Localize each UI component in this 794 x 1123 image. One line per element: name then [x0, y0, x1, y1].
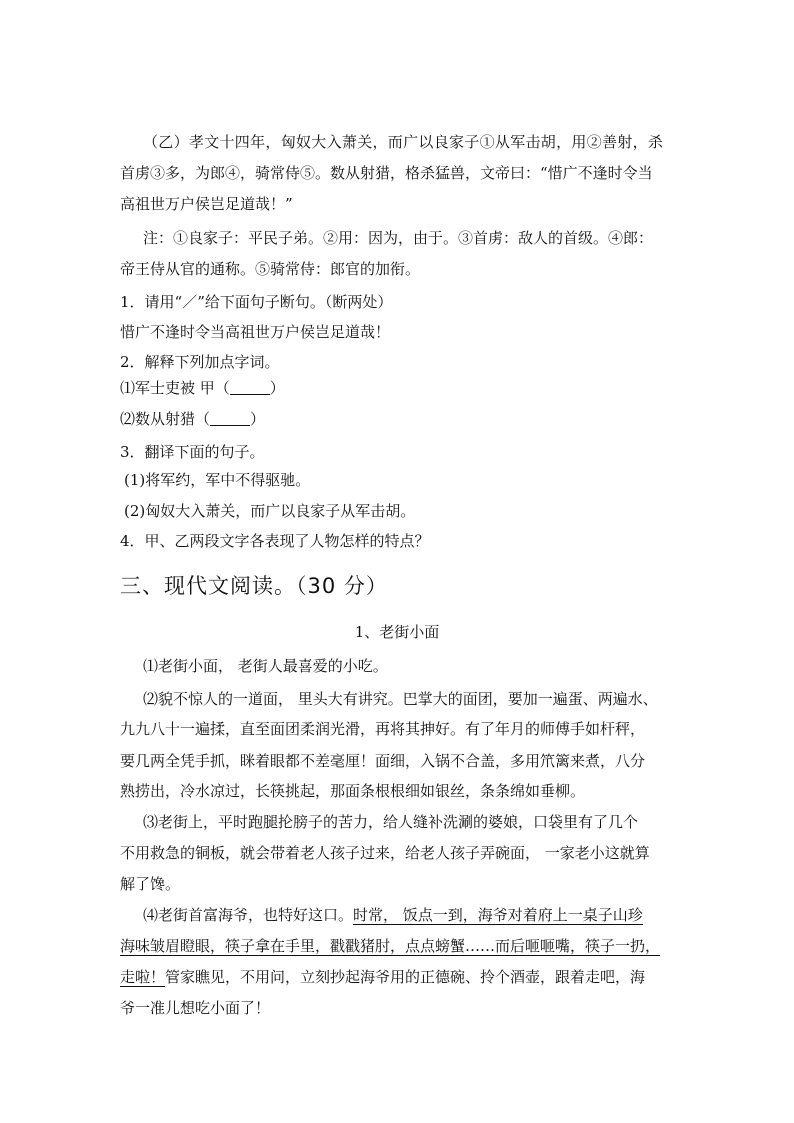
- paragraph-1: ⑴老街小面， 老街人最喜爱的小吃。: [143, 657, 388, 675]
- question-1: 1．请用“／”给下面句子断句。（断两处）: [120, 293, 393, 311]
- paragraph-4-line-3: 走啦！管家瞧见，不用问，立刻抄起海爷用的正德碗、拎个酒壶，跟着走吧，海: [120, 968, 646, 986]
- question-1-sentence: 惜广不逢时令当高祖世万户侯岂足道哉！: [120, 323, 391, 341]
- question-2: 2．解释下列加点字词。: [120, 353, 280, 371]
- underlined-text: 时常， 饭点一到，海爷对着府上一桌子山珍: [353, 906, 643, 924]
- paragraph-4-line-1: ⑷老街首富海爷，也特好这口。时常， 饭点一到，海爷对着府上一桌子山珍: [143, 906, 643, 924]
- paragraph-2-line-3: 要几两全凭手抓，眯着眼都不差毫厘！面细，入锅不合盖，多用笊篱来煮，八分: [120, 752, 646, 770]
- paragraph-4-line-2: [120, 936, 660, 956]
- question-2-item-b: ⑵数从射猎（ ）: [120, 410, 266, 428]
- section-heading: 三、现代文阅读。（30 分）: [120, 574, 388, 598]
- question-3: 3．翻译下面的句子。: [120, 443, 265, 461]
- question-2-item-a: ⑴军士吏被 甲（ ）: [120, 379, 285, 397]
- question-3-item-a: (1)将军约，军中不得驱驰。: [124, 471, 311, 489]
- answer-blank[interactable]: [210, 411, 250, 426]
- yi-text-line-1: （乙）孝文十四年，匈奴大入萧关，而广以良家子①从军击胡，用②善射，杀: [143, 133, 664, 151]
- answer-blank[interactable]: [230, 380, 270, 395]
- notes-line-2: 帝王侍从官的通称。⑤骑常侍：郎官的加衔。: [120, 260, 421, 278]
- underlined-text: 海味皱眉瞪眼，筷子拿在手里，戳戳猪肘，点点螃蟹……而后咂咂嘴，筷子一扔，: [120, 937, 661, 955]
- yi-text-line-3: 高祖世万户侯岂足道哉！”: [120, 195, 293, 213]
- paragraph-2-line-1: ⑵貌不惊人的一道面， 里头大有讲究。巴掌大的面团，要加一遍蛋、两遍水、: [143, 690, 658, 708]
- paragraph-4-line-4: 爷一准儿想吃小面了！: [120, 999, 271, 1017]
- passage-title: 1、老街小面: [354, 623, 440, 641]
- paragraph-3-line-2: 不用救急的铜板，就会带着老人孩子过来，给老人孩子弄碗面， 一家老小这就算: [120, 844, 650, 862]
- yi-text-line-2: 首虏③多，为郎④，骑常侍⑤。数从射猎，格杀猛兽，文帝曰：“惜广不逢时令当: [120, 164, 653, 182]
- paragraph-2-line-2: 九九八十一遍揉，直至面团柔润光滑，再将其抻好。有了年月的师傅手如杆秤，: [120, 720, 646, 738]
- question-4: 4．甲、乙两段文字各表现了人物怎样的特点？: [120, 532, 430, 550]
- question-3-item-b: (2)匈奴大入萧关，而广以良家子从军击胡。: [124, 502, 416, 520]
- paragraph-3-line-3: 解了馋。: [120, 875, 181, 893]
- notes-line-1: 注：①良家子：平民子弟。②用：因为，由于。③首虏：敌人的首级。④郎：: [143, 229, 654, 247]
- paragraph-2-line-4: 熟捞出，冷水凉过，长筷挑起，那面条根根细如银丝，条条绵如垂柳。: [120, 782, 586, 800]
- underlined-text: 走啦！: [120, 968, 166, 986]
- paragraph-3-line-1: ⑶老街上，平时跑腿抡膀子的苦力，给人缝补洗涮的婆娘，口袋里有了几个: [143, 813, 639, 831]
